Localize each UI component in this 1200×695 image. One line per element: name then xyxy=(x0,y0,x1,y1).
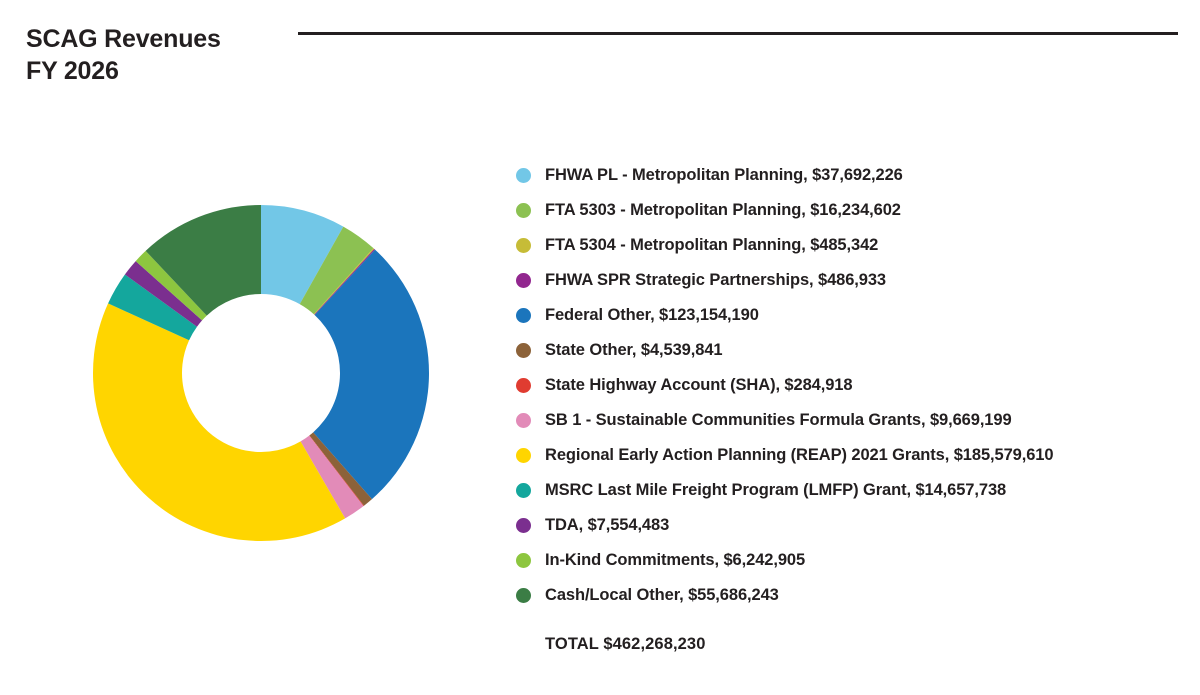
legend-item xyxy=(516,333,1176,368)
legend-item xyxy=(516,403,1176,438)
legend-item xyxy=(516,438,1176,473)
donut-chart xyxy=(36,148,486,598)
legend-swatch-icon xyxy=(516,518,531,533)
legend-item xyxy=(516,578,1176,613)
legend-item-label: MSRC Last Mile Freight Program (LMFP) Grant, $14,657,738 xyxy=(545,481,1007,499)
legend-item-label: Cash/Local Other, $55,686,243 xyxy=(545,586,779,604)
legend-item xyxy=(516,368,1176,403)
legend-swatch-icon xyxy=(516,343,531,358)
donut-chart-svg xyxy=(36,148,486,598)
legend-item xyxy=(516,193,1176,228)
legend-item-label: State Highway Account (SHA), $284,918 xyxy=(545,376,853,394)
legend-item xyxy=(516,543,1176,578)
legend-swatch-icon xyxy=(516,448,531,463)
legend-item-label: FHWA PL - Metropolitan Planning, $37,692,226 xyxy=(545,166,903,184)
legend-item xyxy=(516,473,1176,508)
legend-item-label: FTA 5304 - Metropolitan Planning, $485,342 xyxy=(545,236,879,254)
legend-swatch-icon xyxy=(516,588,531,603)
legend-item xyxy=(516,228,1176,263)
legend-total-label: TOTAL $462,268,230 xyxy=(545,635,706,653)
legend-item xyxy=(516,263,1176,298)
legend-item-label: In-Kind Commitments, $6,242,905 xyxy=(545,551,806,569)
page-title-line-2: FY 2026 xyxy=(26,56,119,85)
legend-item-label: FHWA SPR Strategic Partnerships, $486,933 xyxy=(545,271,887,289)
legend-swatch-icon xyxy=(516,378,531,393)
legend-item xyxy=(516,158,1176,193)
legend-item-label: Federal Other, $123,154,190 xyxy=(545,306,759,324)
legend-swatch-icon xyxy=(516,308,531,323)
legend-item-label: Regional Early Action Planning (REAP) 2021 Grants, $185,579,610 xyxy=(545,446,1054,464)
header-divider xyxy=(298,32,1178,35)
legend-swatch-icon xyxy=(516,273,531,288)
legend-swatch-icon xyxy=(516,553,531,568)
legend-item xyxy=(516,508,1176,543)
chart-legend xyxy=(516,158,1176,654)
page-title xyxy=(26,24,286,87)
legend-item-label: State Other, $4,539,841 xyxy=(545,341,723,359)
legend-swatch-icon xyxy=(516,483,531,498)
legend-swatch-icon xyxy=(516,413,531,428)
legend-item-label: FTA 5303 - Metropolitan Planning, $16,234,602 xyxy=(545,201,901,219)
legend-item-label: TDA, $7,554,483 xyxy=(545,516,670,534)
legend-swatch-icon xyxy=(516,238,531,253)
legend-swatch-icon xyxy=(516,168,531,183)
legend-item xyxy=(516,298,1176,333)
donut-slice xyxy=(93,303,345,541)
legend-item-label: SB 1 - Sustainable Communities Formula Grants, $9,669,199 xyxy=(545,411,1012,429)
page-title-line-1: SCAG Revenues xyxy=(26,25,221,53)
legend-swatch-icon xyxy=(516,203,531,218)
